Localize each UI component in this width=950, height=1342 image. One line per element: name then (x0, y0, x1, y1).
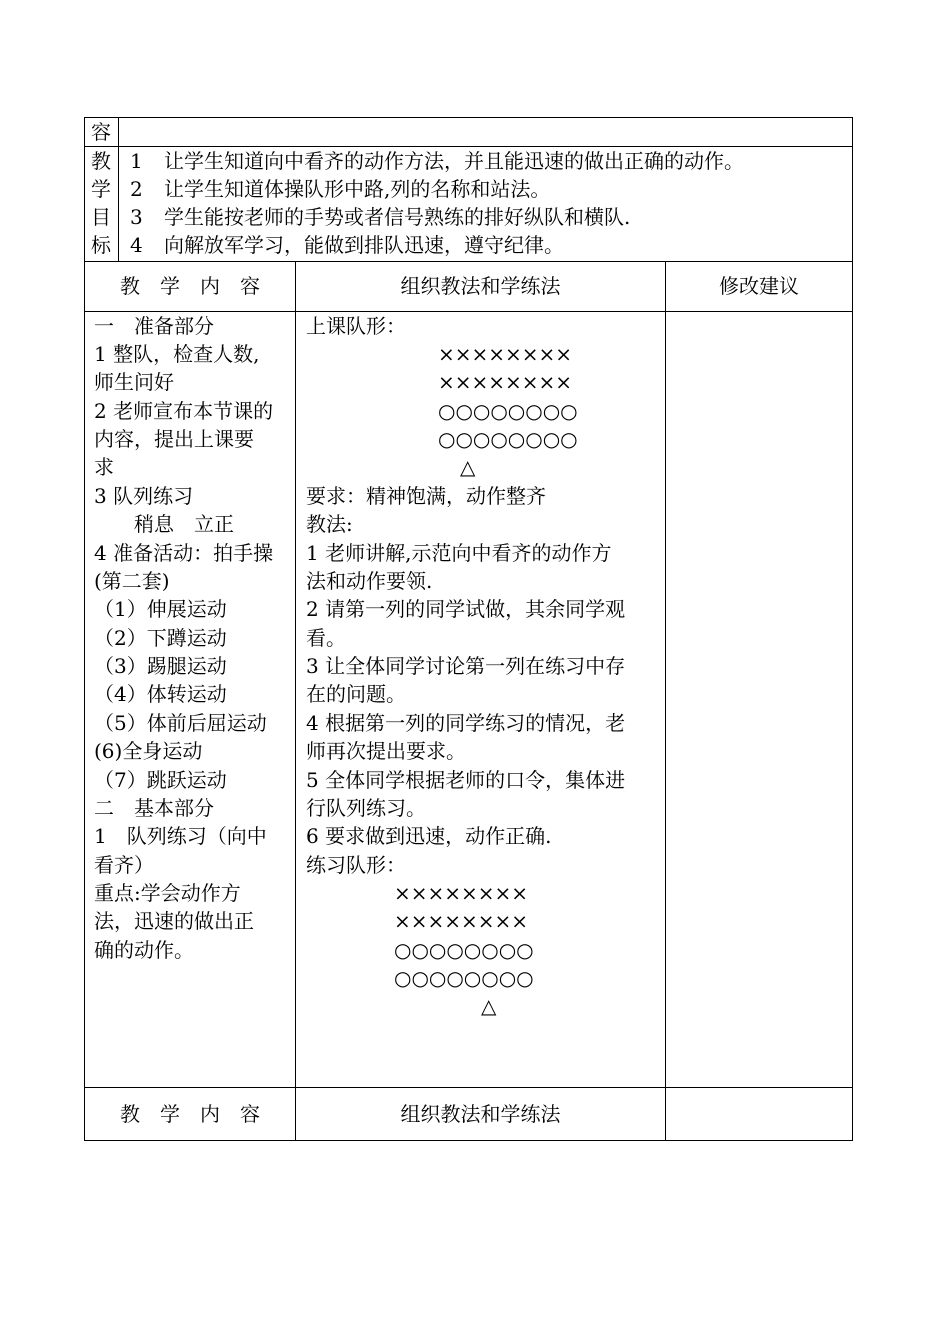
method-line: 4 根据第一列的同学练习的情况，老 (306, 711, 626, 735)
table-line-4 (84, 1087, 853, 1088)
table-border-bottom (84, 1140, 853, 1141)
table-border-top (84, 117, 853, 118)
col-divider-1 (295, 261, 296, 1141)
objectives-label-1: 教 (91, 149, 111, 173)
method-line: 5 全体同学根据老师的口令，集体进 (306, 768, 626, 792)
left-line: 2 老师宣布本节课的 (94, 399, 274, 423)
method-line: 3 让全体同学讨论第一列在练习中存 (306, 654, 626, 678)
left-line: （5）体前后屈运动 (94, 711, 267, 735)
left-line: （2）下蹲运动 (94, 626, 227, 650)
objective-text-4: 向解放军学习，能做到排队迅速，遵守纪律。 (164, 233, 564, 257)
formation2-teacher: △ (481, 994, 497, 1018)
objective-text-2: 让学生知道体操队形中路,列的名称和站法。 (164, 177, 551, 201)
table-border-right (852, 117, 853, 1141)
header-content: 教 学 内 容 (120, 274, 260, 298)
top-row-label: 容 (91, 120, 111, 144)
formation2-row: ○○○○○○○○ (394, 938, 534, 962)
left-line: 二 基本部分 (94, 796, 214, 820)
left-line: 内容，提出上课要 (94, 427, 254, 451)
footer-header-method: 组织教法和学练法 (400, 1102, 561, 1126)
method-line: 行队列练习。 (306, 796, 426, 820)
formation1-row: ○○○○○○○○ (438, 427, 578, 451)
objectives-label-3: 目 (91, 205, 111, 229)
left-line: 求 (94, 455, 114, 479)
method-line: 要求：精神饱满，动作整齐 (306, 484, 546, 508)
left-line: 一 准备部分 (94, 314, 214, 338)
objectives-label-4: 标 (91, 233, 111, 257)
left-line: （4）体转运动 (94, 682, 227, 706)
method-line: 1 老师讲解,示范向中看齐的动作方 (306, 541, 612, 565)
left-line: 1 整队，检查人数, (94, 342, 260, 366)
method-line: 在的问题。 (306, 682, 406, 706)
formation2-row: ×××××××× (394, 909, 529, 933)
left-line: 1 队列练习（向中 (94, 824, 267, 848)
formation1-teacher: △ (460, 455, 476, 479)
left-line: （1）伸展运动 (94, 597, 227, 621)
method-line: 2 请第一列的同学试做，其余同学观 (306, 597, 626, 621)
left-line: 3 队列练习 (94, 484, 194, 508)
objective-text-3: 学生能按老师的手势或者信号熟练的排好纵队和横队. (164, 205, 631, 229)
label-col-divider (118, 117, 119, 262)
objective-text-1: 让学生知道向中看齐的动作方法，并且能迅速的做出正确的动作。 (164, 149, 744, 173)
left-line: 4 准备活动：拍手操 (94, 541, 274, 565)
method-line: 法和动作要领. (306, 569, 433, 593)
left-line: (6)全身运动 (94, 739, 203, 763)
formation1-row: ×××××××× (438, 342, 573, 366)
left-line: (第二套) (94, 569, 170, 593)
table-border-left (84, 117, 85, 1141)
left-line: 稍息 立正 (94, 512, 234, 536)
header-method: 组织教法和学练法 (400, 274, 561, 298)
left-line: 法，迅速的做出正 (94, 909, 254, 933)
objective-num-3: 3 (130, 205, 143, 229)
footer-header-content: 教 学 内 容 (120, 1102, 260, 1126)
objectives-label-2: 学 (91, 177, 111, 201)
method-line: 看。 (306, 626, 346, 650)
left-line: （3）踢腿运动 (94, 654, 227, 678)
formation1-row: ○○○○○○○○ (438, 399, 578, 423)
method-line: 练习队形： (306, 853, 406, 877)
left-line: （7）跳跃运动 (94, 768, 227, 792)
formation2-row: ×××××××× (394, 881, 529, 905)
objective-num-4: 4 (130, 233, 143, 257)
left-line: 重点:学会动作方 (94, 881, 241, 905)
formation1-title: 上课队形： (306, 314, 406, 338)
method-line: 师再次提出要求。 (306, 739, 466, 763)
method-line: 6 要求做到迅速，动作正确. (306, 824, 552, 848)
table-line-2 (84, 261, 853, 262)
header-suggest: 修改建议 (719, 274, 799, 298)
left-line: 看齐） (94, 853, 154, 877)
col-divider-2 (665, 261, 666, 1141)
objective-num-2: 2 (130, 177, 143, 201)
formation1-row: ×××××××× (438, 370, 573, 394)
objective-num-1: 1 (130, 149, 143, 173)
left-line: 确的动作。 (94, 938, 194, 962)
left-line: 师生问好 (94, 370, 174, 394)
method-line: 教法: (306, 512, 353, 536)
formation2-row: ○○○○○○○○ (394, 966, 534, 990)
